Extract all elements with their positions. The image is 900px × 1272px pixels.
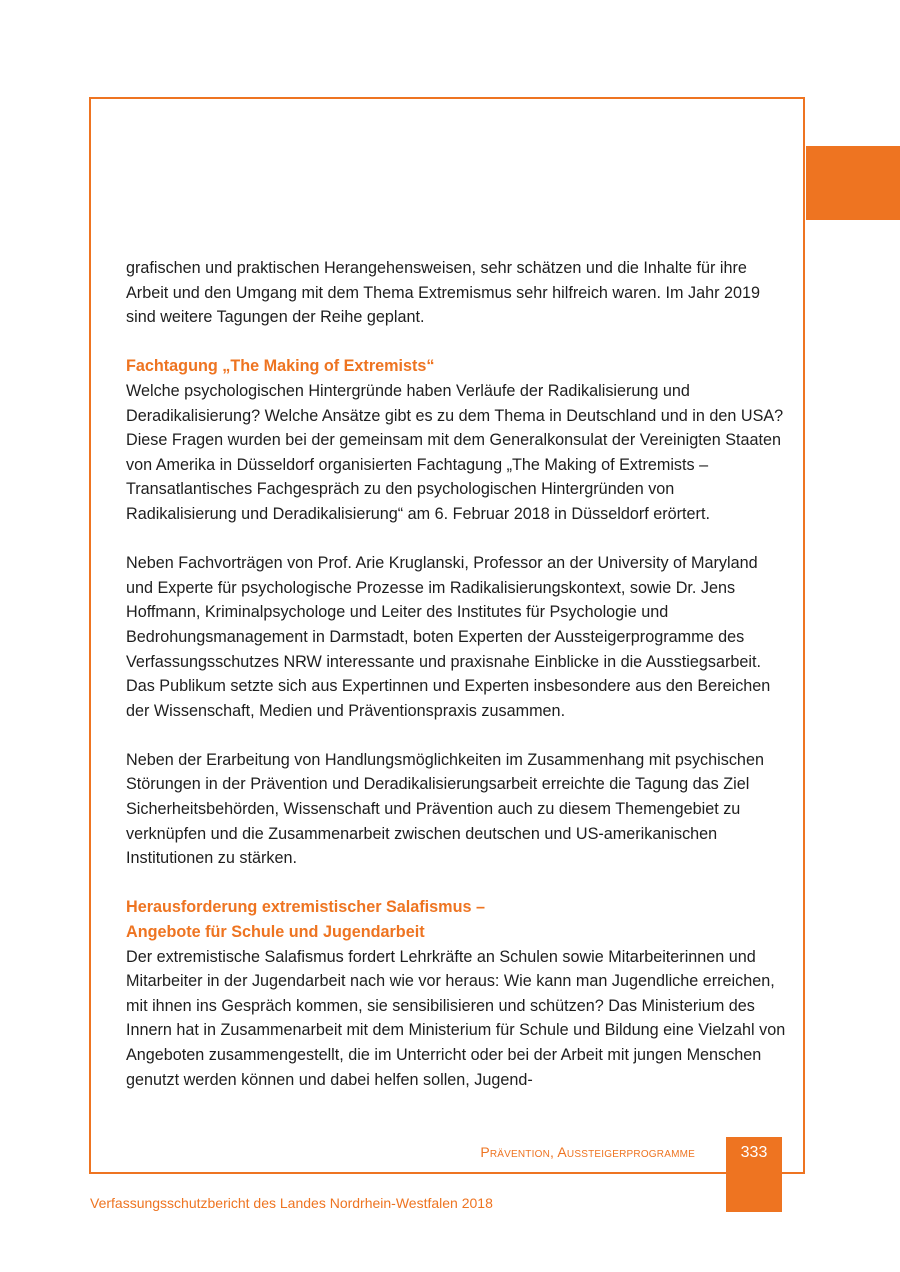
main-content bbox=[126, 256, 788, 1092]
chapter-tab-marker bbox=[806, 146, 900, 220]
paragraph-salafismus: Der extremistische Salafismus fordert Lehrkräfte an Schulen sowie Mitarbeiterinnen und Mitarbeiter in der Jugendarbeit nach wie vor heraus: Wie kann man Jugendliche erreichen, mit ihnen ins Gespräch kommen, sie sensibilisieren und schützen? Das Ministerium des Innern hat in Zusammenarbeit mit dem Ministerium für Schule und Bildung eine Vielzahl von Angeboten zusammengestellt, die im Unterricht oder bei der Arbeit mit jungen Menschen genutzt werden können und dabei helfen sollen, Jugend- bbox=[126, 947, 786, 1089]
heading-salafismus bbox=[126, 895, 788, 944]
section-label: Prävention, Aussteigerprogramme bbox=[480, 1144, 695, 1160]
paragraph-fachtagung: Welche psychologischen Hintergründe haben Verläufe der Radikalisierung und Deradikalisierung? Welche Ansätze gibt es zu dem Thema in Deutschland und in den USA? Diese Fragen wurden bei der gemeinsam mit dem Generalkonsulat der Vereinigten Staaten von Amerika in Düsseldorf organisierten Fachtagung „The Making of Extremists – Transatlantisches Fachgespräch zu den psychologischen Hintergründen von Radikalisierung und Deradikalisierung“ am 6. Februar 2018 in Düsseldorf erörtert. bbox=[126, 381, 784, 523]
heading-salafismus-line2: Angebote für Schule und Jugendarbeit bbox=[126, 923, 425, 942]
paragraph-intro: grafischen und praktischen Herangehensweisen, sehr schätzen und die Inhalte für ihre Arbeit und den Umgang mit dem Thema Extremismus sehr hilfreich waren. Im Jahr 2019 sind weitere Tagungen der Reihe geplant. bbox=[126, 259, 760, 327]
footer-text: Verfassungsschutzbericht des Landes Nordrhein-Westfalen 2018 bbox=[90, 1195, 493, 1211]
heading-salafismus-line1: Herausforderung extremistischer Salafismus – bbox=[126, 898, 485, 917]
page-number: 333 bbox=[740, 1144, 768, 1161]
paragraph-fachvortraege: Neben Fachvorträgen von Prof. Arie Kruglanski, Professor an der University of Maryland und Experte für psychologische Prozesse im Radikalisierungskontext, sowie Dr. Jens Hoffmann, Kriminalpsychologe und Leiter des Institutes für Psychologie und Bedrohungsmanagement in Darmstadt, boten Experten der Aussteigerprogramme des Verfassungsschutzes NRW interessante und praxisnahe Einblicke in die Ausstiegsarbeit. Das Publikum setzte sich aus Expertinnen und Experten insbesondere aus den Bereichen der Wissenschaft, Medien und Präventionspraxis zusammen. bbox=[126, 554, 771, 720]
paragraph-ergebnisse: Neben der Erarbeitung von Handlungsmöglichkeiten im Zusammenhang mit psychischen Störungen in der Prävention und Deradikalisierungsarbeit erreichte die Tagung das Ziel Sicherheitsbehörden, Wissenschaft und Prävention auch zu diesem Themengebiet zu verknüpfen und die Zusammenarbeit zwischen deutschen und US-amerikanischen Institutionen zu stärken. bbox=[126, 750, 764, 868]
page-number-box bbox=[726, 1137, 782, 1212]
heading-fachtagung: Fachtagung „The Making of Extremists“ bbox=[126, 357, 435, 376]
